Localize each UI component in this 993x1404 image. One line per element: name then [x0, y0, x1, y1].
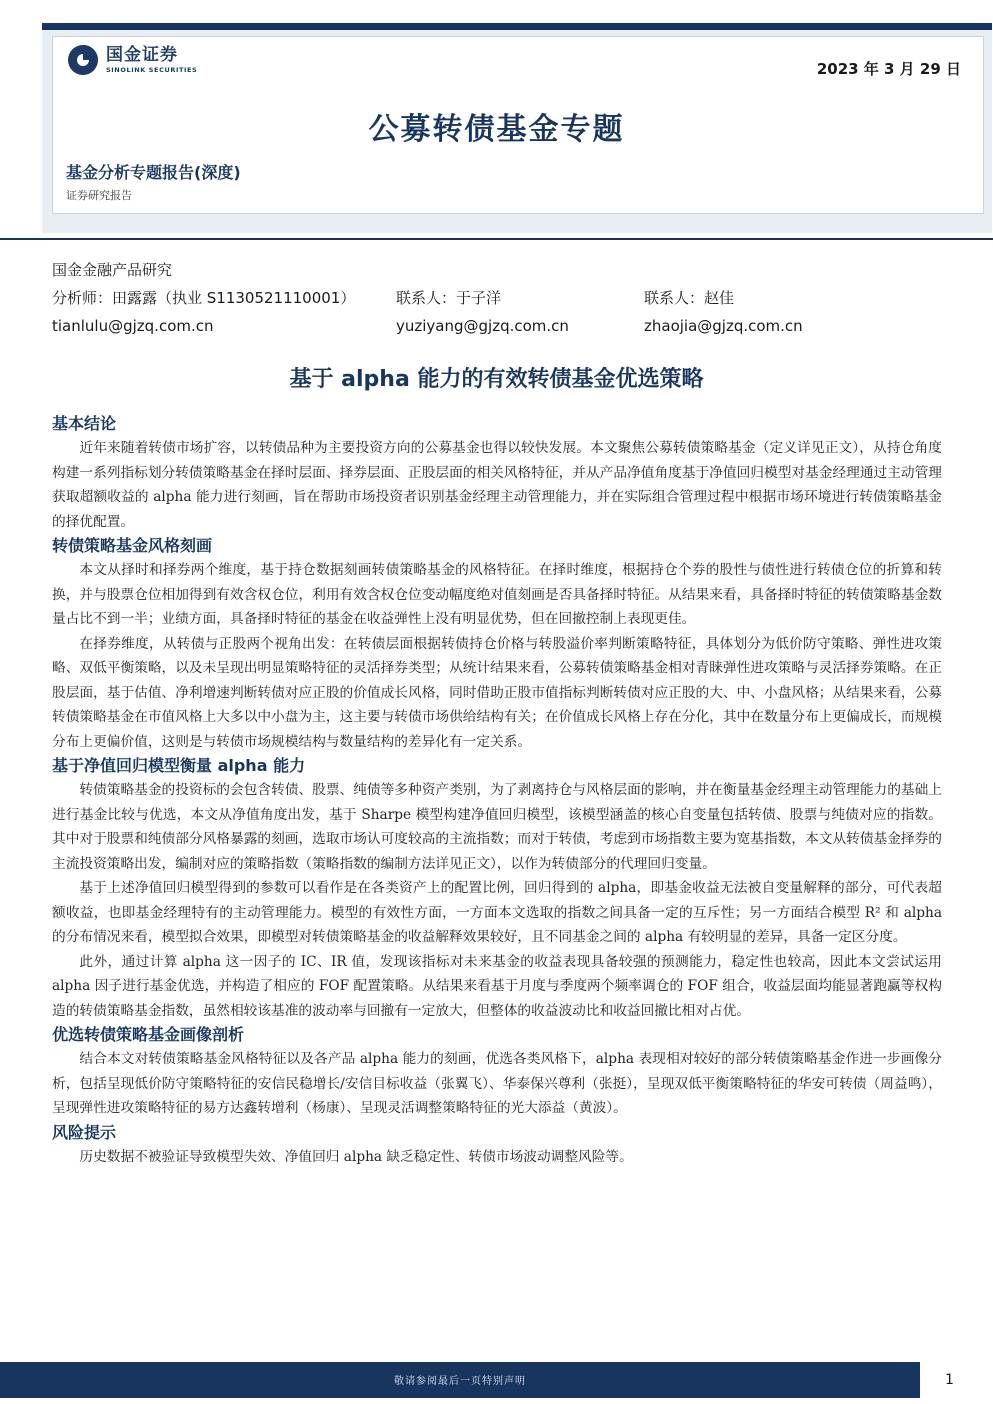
contact-zhaojia: 联系人：赵佳	[644, 289, 735, 307]
header-divider	[0, 238, 993, 240]
logo-english-name: SINOLINK SECURITIES	[106, 65, 198, 74]
paragraph: 转债策略基金的投资标的会包含转债、股票、纯债等多种资产类别，为了剥离持仓与风格层面的影响，并在衡量基金经理主动管理能力的基础上进行基金比较与优选，本文从净值角度出发，基于 Sharpe 模型构建净值回归模型，该模型涵盖的核心自变量包括转债、股票与纯债对应的指数。其中对于股票和纯债部分风格暴露的刻画，选取市场认可度较高的主流指数；而对于转债，考虑到市场指数主要为宽基指数，本文从转债基金择券的主流投资策略出发，编制对应的策略指数（策略指数的编制方法详见正文），以作为转债部分的代理回归变量。	[52, 782, 942, 872]
logo-chinese-name: 国金证券	[106, 44, 178, 65]
page-number: 1	[945, 1372, 954, 1388]
paragraph: 本文从择时和择券两个维度，基于持仓数据刻画转债策略基金的风格特征。在择时维度，根据持仓个券的股性与债性进行转债仓位的折算和转换，并与股票仓位相加得到有效含权仓位，利用有效含权仓位变动幅度绝对值刻画是否具备择时特征。从结果来看，具备择时特征的转债策略基金数量占比不到一半；业绩方面，具备择时特征的基金在收益弹性上没有明显优势，但在回撤控制上表现更佳。	[52, 562, 942, 627]
section-heading-portrait: 优选转债策略基金画像剖析	[52, 1025, 245, 1044]
paragraph: 历史数据不被验证导致模型失效、净值回归 alpha 缺乏稳定性、转债市场波动调整风险等。	[79, 1148, 633, 1165]
header-accent-bar	[42, 23, 992, 30]
research-team: 国金金融产品研究	[52, 261, 173, 279]
report-subtitle: 基金分析专题报告(深度)	[66, 163, 241, 182]
report-category: 证券研究报告	[66, 189, 132, 202]
report-date: 2023 年 3 月 29 日	[816, 60, 961, 78]
contact-yuziyang: 联系人：于子洋	[396, 289, 502, 307]
report-body	[52, 412, 942, 1169]
section-heading-conclusion: 基本结论	[52, 414, 117, 433]
email-yuziyang[interactable]: yuziyang@gjzq.com.cn	[396, 317, 569, 335]
company-logo	[68, 44, 197, 76]
analyst-info: 分析师：田露露（执业 S1130521110001）	[52, 289, 356, 307]
section-heading-risk: 风险提示	[52, 1122, 117, 1142]
email-tianlulu[interactable]: tianlulu@gjzq.com.cn	[52, 317, 214, 335]
email-zhaojia[interactable]: zhaojia@gjzq.com.cn	[644, 317, 803, 335]
paragraph: 此外，通过计算 alpha 这一因子的 IC、IR 值，发现该指标对未来基金的收益表现具备较强的预测能力，稳定性也较高，因此本文尝试运用 alpha 因子进行基金优选，并构造了相应的 FOF 配置策略。从结果来看基于月度与季度两个频率调仓的 FOF 组合，收益层面均能显著跑赢等权构造的转债策略基金指数，虽然相较该基准的波动率与回撤有一定放大，但整体的收益波动比和收益回撤比相对占优。	[52, 953, 942, 1019]
section-heading-style: 转债策略基金风格刻画	[52, 536, 213, 555]
paragraph: 基于上述净值回归模型得到的参数可以看作是在各类资产上的配置比例，回归得到的 alpha，即基金收益无法被自变量解释的部分，可代表超额收益，也即基金经理特有的主动管理能力。模型的有效性方面，一方面本文选取的指数之间具备一定的互斥性；另一方面结合模型 R² 和 alpha 的分布情况来看，模型拟合效果，即模型对转债策略基金的收益解释效果较好，且不同基金之间的 alpha 有较明显的差异，具备一定区分度。	[52, 880, 942, 945]
main-title: 基于 alpha 能力的有效转债基金优选策略	[289, 367, 704, 392]
paragraph: 近年来随着转债市场扩容，以转债品种为主要投资方向的公募基金也得以较快发展。本文聚焦公募转债策略基金（定义详见正文），从持仓角度构建一系列指标划分转债策略基金在择时层面、择券层面、正股层面的相关风格特征，并从产品净值角度基于净值回归模型对基金经理通过主动管理获取超额收益的 alpha 能力进行刻画，旨在帮助市场投资者识别基金经理主动管理能力，并在实际组合管理过程中根据市场环境进行转债策略基金的择优配置。	[52, 440, 942, 530]
paragraph: 在择券维度，从转债与正股两个视角出发：在转债层面根据转债持仓价格与转股溢价率判断策略特征，具体划分为低价防守策略、弹性进攻策略、双低平衡策略，以及未呈现出明显策略特征的灵活择券类型；从统计结果来看，公募转债策略基金相对青睐弹性进攻策略与灵活择券策略。在正股层面，基于估值、净利增速判断转债对应正股的价值成长风格，同时借助正股市值指标判断转债对应正股的大、中、小盘风格；从结果来看，公募转债策略基金在市值风格上大多以中小盘为主，这主要与转债市场供给结构有关；在价值成长风格上存在分化，其中在数量分布上更偏成长，而规模分布上更偏价值，这则是与转债市场规模结构与数量结构的差异化有一定关系。	[52, 635, 942, 750]
section-heading-alpha: 基于净值回归模型衡量 alpha 能力	[52, 756, 306, 775]
footer-disclaimer-note: 敬请参阅最后一页特别声明	[394, 1376, 526, 1387]
logo-mark-icon	[68, 45, 98, 75]
report-title: 公募转债基金专题	[368, 112, 625, 147]
author-block	[52, 256, 952, 340]
paragraph: 结合本文对转债策略基金风格特征以及各产品 alpha 能力的刻画，优选各类风格下，alpha 表现相对较好的部分转债策略基金作进一步画像分析，包括呈现低价防守策略特征的安信民稳增长/安信目标收益（张翼飞）、华泰保兴尊利（张挺），呈现双低平衡策略特征的华安可转债（周益鸣），呈现弹性进攻策略特征的易方达鑫转增利（杨康）、呈现灵活调整策略特征的光大添益（黄波）。	[52, 1051, 942, 1116]
